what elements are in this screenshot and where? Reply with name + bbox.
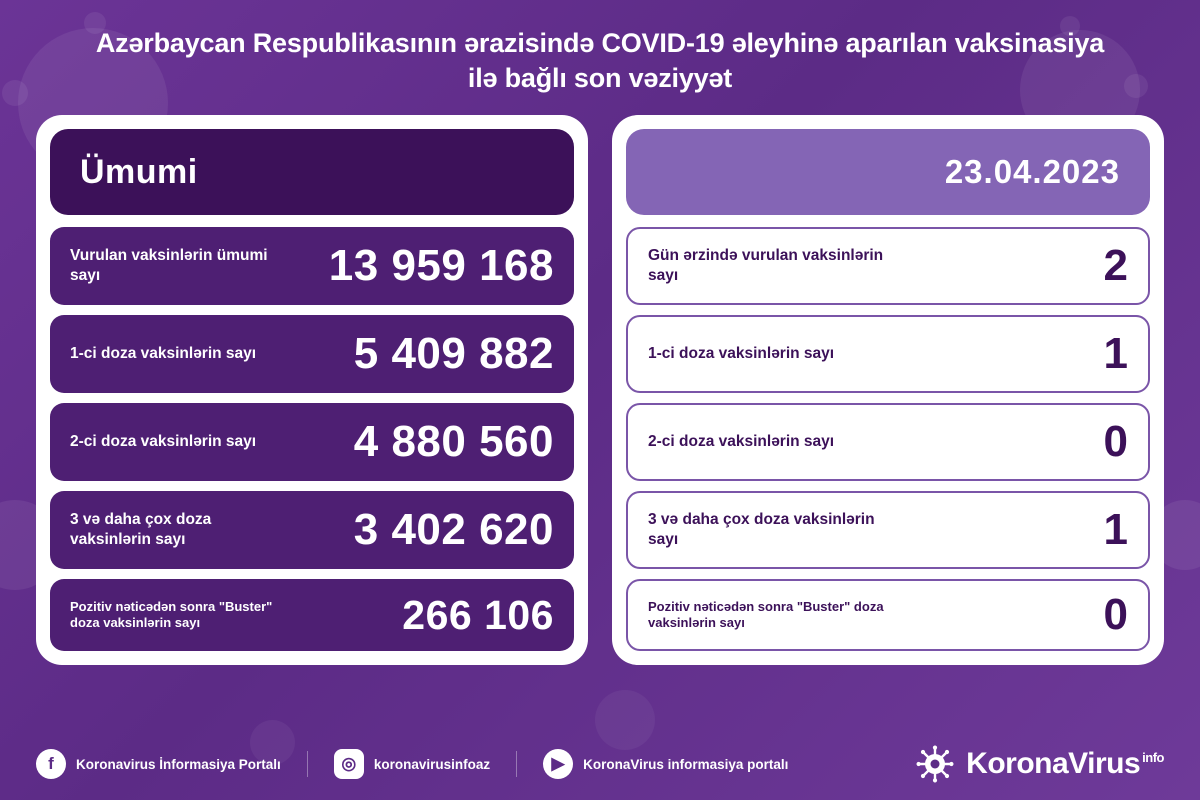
table-row [626,315,1150,393]
table-row [50,403,574,481]
brand-logo [916,745,1164,783]
facebook-label: Koronavirus İnformasiya Portalı [76,756,281,772]
divider [516,751,517,777]
daily-panel-header [626,129,1150,215]
table-row [50,491,574,569]
instagram-icon: ◎ [334,749,364,779]
row-label: Pozitiv nəticədən sonra "Buster" doza vaksinlərin sayı [70,598,273,631]
youtube-label: KoronaVirus informasiya portalı [583,756,789,772]
row-value: 1 [1103,505,1128,555]
youtube-icon: ▶ [543,749,573,779]
instagram-label: koronavirusinfoaz [373,756,491,772]
brand-suffix: info [1142,750,1164,765]
total-panel [36,115,588,665]
row-label: 1-ci doza vaksinlərin sayı [648,345,835,363]
row-value: 5 409 882 [353,329,554,379]
row-label: 1-ci doza vaksinlərin sayı [70,345,257,363]
facebook-link[interactable] [36,749,308,779]
total-panel-header [50,129,574,215]
row-label: 3 və daha çox doza vaksinlərin sayı [70,510,212,549]
page-title: Azərbaycan Respublikasının ərazisində COVID-19 əleyhinə aparılan vaksinasiya ilə bağlı son vəziyyət [95,28,1105,93]
table-row [626,491,1150,569]
table-row [50,579,574,651]
row-label: Gün ərzində vurulan vaksinlərin sayı [648,246,884,285]
daily-panel-date: 23.04.2023 [944,153,1120,191]
row-value: 13 959 168 [328,241,554,291]
table-row [626,227,1150,305]
total-rows [50,227,574,651]
daily-rows [626,227,1150,651]
table-row [626,579,1150,651]
row-label: 3 və daha çox doza vaksinlərin sayı [648,510,875,549]
row-value: 0 [1103,590,1128,640]
instagram-link[interactable] [334,749,517,779]
table-row [50,227,574,305]
row-value: 3 402 620 [353,505,554,555]
row-value: 2 [1103,241,1128,291]
brand-name [966,747,1164,781]
facebook-icon: f [36,749,66,779]
row-value: 266 106 [402,591,554,638]
row-value: 0 [1103,417,1128,467]
daily-panel [612,115,1164,665]
table-row [50,315,574,393]
row-label: Pozitiv nəticədən sonra "Buster" doza vaksinlərin sayı [648,598,884,631]
row-value: 1 [1103,329,1128,379]
row-label: 2-ci doza vaksinlərin sayı [70,433,257,451]
youtube-link[interactable] [543,749,788,779]
row-value: 4 880 560 [353,417,554,467]
table-row [626,403,1150,481]
virus-logo-icon [916,745,954,783]
panels-container [0,95,1200,665]
row-label: Vurulan vaksinlərin ümumi sayı [70,246,268,285]
social-links [36,749,916,779]
row-label: 2-ci doza vaksinlərin sayı [648,433,835,451]
brand-name-text: KoronaVirus [966,747,1141,780]
total-panel-title: Ümumi [80,152,198,191]
footer [0,728,1200,800]
divider [307,751,308,777]
